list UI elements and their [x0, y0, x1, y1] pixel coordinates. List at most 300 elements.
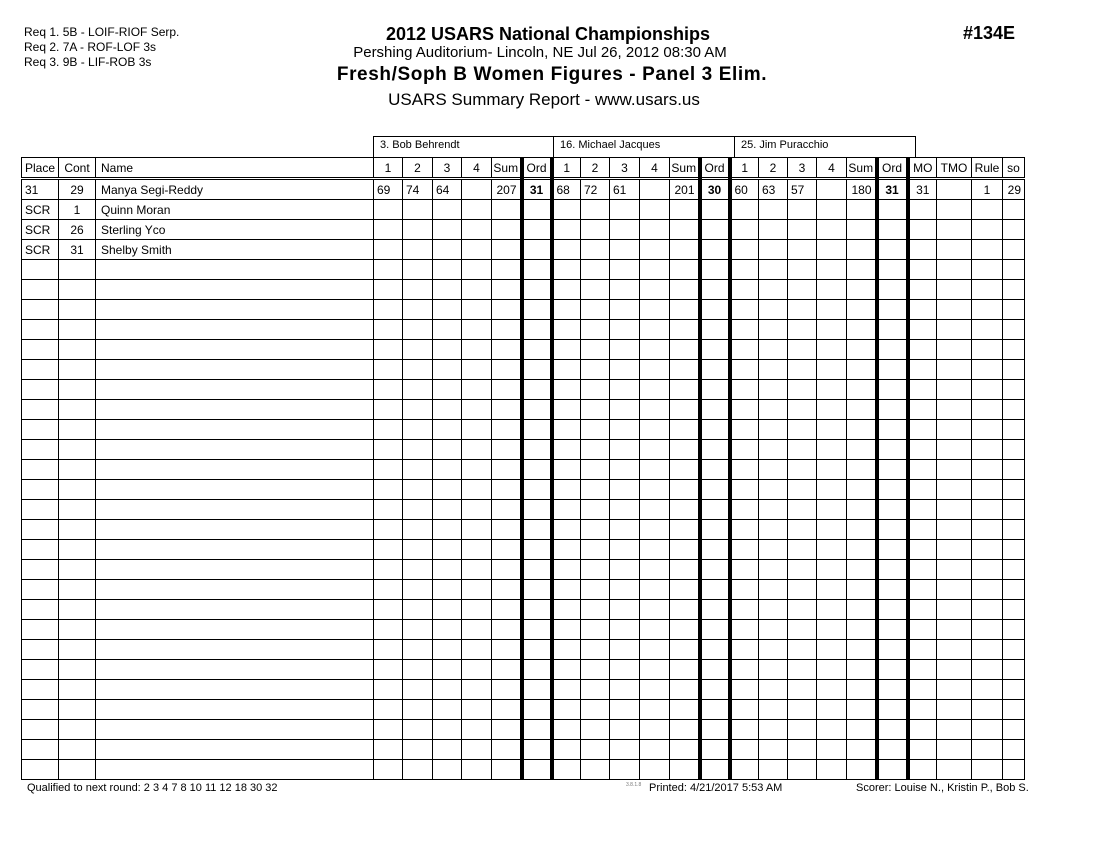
j2-fig3-score [610, 420, 640, 440]
j1-fig3-score [433, 520, 462, 540]
table-row [22, 660, 1025, 680]
j2-fig2-score [581, 420, 610, 440]
championship-title: 2012 USARS National Championships [385, 24, 711, 44]
j1-fig3-score [433, 480, 462, 500]
j3-fig2-score [759, 680, 788, 700]
j1-sum [492, 300, 522, 320]
contestant-number-cell [59, 360, 96, 380]
mo-cell [908, 520, 937, 540]
j3-ordinal [877, 360, 908, 380]
judge-header-1: 3. Bob Behrendt [373, 136, 554, 157]
tmo-cell [937, 440, 972, 460]
j3-fig3-score [788, 360, 817, 380]
j3-sum [847, 220, 877, 240]
contestant-number-cell [59, 680, 96, 700]
j1-ordinal [522, 600, 552, 620]
j3-sum [847, 640, 877, 660]
so-cell [1003, 520, 1025, 540]
j1-fig2-score [403, 440, 433, 460]
col-j2-fig1: 1 [552, 158, 581, 179]
j1-fig3-score: 64 [433, 179, 462, 200]
j1-fig2-score [403, 720, 433, 740]
so-cell [1003, 760, 1025, 780]
j3-fig3-score [788, 440, 817, 460]
j1-fig3-score [433, 360, 462, 380]
contestant-number-cell: 26 [59, 220, 96, 240]
so-cell [1003, 640, 1025, 660]
j1-ordinal [522, 760, 552, 780]
j3-fig4-score [817, 660, 847, 680]
so-cell [1003, 220, 1025, 240]
j1-fig2-score: 74 [403, 179, 433, 200]
j3-fig4-score [817, 240, 847, 260]
rule-cell [972, 460, 1003, 480]
j3-fig1-score [730, 320, 759, 340]
j1-sum [492, 500, 522, 520]
j1-fig1-score [374, 720, 403, 740]
table-row [22, 540, 1025, 560]
report-title: USARS Summary Report - www.usars.us [388, 90, 700, 109]
rule-cell [972, 680, 1003, 700]
j2-fig2-score [581, 580, 610, 600]
skater-name-cell [96, 340, 374, 360]
j3-fig4-score [817, 640, 847, 660]
j3-fig3-score [788, 680, 817, 700]
j3-fig2-score [759, 560, 788, 580]
tmo-cell [937, 520, 972, 540]
place-cell: SCR [22, 240, 59, 260]
j2-fig1-score [552, 500, 581, 520]
j3-fig3-score [788, 260, 817, 280]
j2-fig2-score [581, 320, 610, 340]
tmo-cell [937, 280, 972, 300]
j3-ordinal [877, 640, 908, 660]
j2-fig1-score [552, 420, 581, 440]
contestant-number-cell [59, 700, 96, 720]
j2-fig3-score [610, 500, 640, 520]
mo-cell [908, 480, 937, 500]
rule-cell [972, 660, 1003, 680]
place-cell: 31 [22, 179, 59, 200]
j3-sum [847, 580, 877, 600]
j1-sum [492, 480, 522, 500]
j3-fig1-score: 60 [730, 179, 759, 200]
j3-sum [847, 320, 877, 340]
j1-fig3-score [433, 400, 462, 420]
j2-fig1-score [552, 440, 581, 460]
mo-cell [908, 200, 937, 220]
j1-ordinal [522, 740, 552, 760]
j1-sum [492, 560, 522, 580]
j1-fig1-score [374, 640, 403, 660]
j3-fig1-score [730, 220, 759, 240]
mo-cell [908, 500, 937, 520]
j2-sum [670, 660, 700, 680]
contestant-number-cell: 29 [59, 179, 96, 200]
contestant-number-cell: 1 [59, 200, 96, 220]
tmo-cell [937, 320, 972, 340]
j2-fig2-score [581, 640, 610, 660]
j1-sum [492, 600, 522, 620]
j2-fig2-score [581, 600, 610, 620]
j2-fig4-score [640, 520, 670, 540]
j2-fig3-score [610, 580, 640, 600]
rule-cell [972, 360, 1003, 380]
j3-fig1-score [730, 580, 759, 600]
j1-fig4-score [462, 280, 492, 300]
j2-fig3-score [610, 320, 640, 340]
j2-fig4-score [640, 420, 670, 440]
j3-ordinal [877, 520, 908, 540]
j1-sum [492, 520, 522, 540]
place-cell [22, 260, 59, 280]
j1-fig4-score [462, 340, 492, 360]
mo-cell [908, 720, 937, 740]
j3-sum [847, 340, 877, 360]
j2-sum [670, 460, 700, 480]
skater-name-cell [96, 480, 374, 500]
j2-fig4-score [640, 179, 670, 200]
skater-name-cell [96, 760, 374, 780]
j3-ordinal [877, 200, 908, 220]
table-row [22, 179, 1025, 200]
j1-fig2-score [403, 600, 433, 620]
j2-sum [670, 240, 700, 260]
j2-fig3-score [610, 460, 640, 480]
so-cell [1003, 620, 1025, 640]
contestant-number-cell [59, 260, 96, 280]
col-cont: Cont [59, 158, 96, 179]
j2-fig3-score [610, 560, 640, 580]
j1-fig3-score [433, 340, 462, 360]
tmo-cell [937, 600, 972, 620]
header-row [22, 158, 1025, 179]
j3-fig3-score [788, 640, 817, 660]
j2-ordinal [700, 620, 730, 640]
j3-fig2-score [759, 540, 788, 560]
j2-fig4-score [640, 680, 670, 700]
j2-fig2-score [581, 300, 610, 320]
so-cell [1003, 720, 1025, 740]
j3-fig1-score [730, 680, 759, 700]
j2-fig4-score [640, 400, 670, 420]
j3-ordinal [877, 400, 908, 420]
j1-ordinal [522, 280, 552, 300]
j2-ordinal [700, 760, 730, 780]
rule-cell [972, 260, 1003, 280]
j1-ordinal [522, 340, 552, 360]
contestant-number-cell [59, 500, 96, 520]
rule-cell [972, 300, 1003, 320]
j1-fig4-score [462, 600, 492, 620]
place-cell: SCR [22, 220, 59, 240]
so-cell [1003, 580, 1025, 600]
j1-fig4-score [462, 520, 492, 540]
j3-ordinal [877, 540, 908, 560]
mo-cell: 31 [908, 179, 937, 200]
j1-fig4-score [462, 760, 492, 780]
j1-fig4-score [462, 560, 492, 580]
j3-fig3-score [788, 500, 817, 520]
rule-cell [972, 640, 1003, 660]
table-row [22, 480, 1025, 500]
j1-sum [492, 380, 522, 400]
contestant-number-cell [59, 580, 96, 600]
j1-fig4-score [462, 500, 492, 520]
skater-name-cell: Shelby Smith [96, 240, 374, 260]
j1-fig1-score [374, 460, 403, 480]
j2-fig1-score [552, 660, 581, 680]
rule-cell [972, 380, 1003, 400]
j3-fig3-score [788, 520, 817, 540]
j3-sum [847, 300, 877, 320]
j2-sum [670, 380, 700, 400]
j2-fig1-score [552, 720, 581, 740]
j2-fig1-score [552, 640, 581, 660]
j2-fig2-score [581, 760, 610, 780]
j3-fig1-score [730, 600, 759, 620]
j3-fig3-score [788, 280, 817, 300]
table-row [22, 360, 1025, 380]
j2-fig2-score [581, 500, 610, 520]
j2-fig2-score [581, 460, 610, 480]
j1-fig2-score [403, 280, 433, 300]
contestant-number-cell [59, 300, 96, 320]
j2-fig2-score [581, 440, 610, 460]
j3-fig3-score [788, 420, 817, 440]
j1-fig2-score [403, 420, 433, 440]
j3-fig4-score [817, 720, 847, 740]
j3-fig4-score [817, 500, 847, 520]
j3-fig2-score [759, 760, 788, 780]
j3-fig2-score [759, 200, 788, 220]
table-row [22, 560, 1025, 580]
j1-fig4-score [462, 320, 492, 340]
table-row [22, 720, 1025, 740]
j3-fig1-score [730, 420, 759, 440]
j1-fig4-score [462, 460, 492, 480]
j2-ordinal [700, 400, 730, 420]
j3-fig1-score [730, 740, 759, 760]
j1-fig2-score [403, 500, 433, 520]
col-j3-fig4: 4 [817, 158, 847, 179]
col-j3-fig2: 2 [759, 158, 788, 179]
j3-ordinal [877, 660, 908, 680]
j3-ordinal [877, 500, 908, 520]
j2-ordinal [700, 640, 730, 660]
place-cell [22, 540, 59, 560]
tmo-cell [937, 560, 972, 580]
mo-cell [908, 460, 937, 480]
mo-cell [908, 740, 937, 760]
skater-name-cell [96, 460, 374, 480]
tmo-cell [937, 660, 972, 680]
j3-fig3-score [788, 340, 817, 360]
place-cell [22, 300, 59, 320]
mo-cell [908, 660, 937, 680]
rule-cell [972, 480, 1003, 500]
j2-fig2-score [581, 660, 610, 680]
mo-cell [908, 400, 937, 420]
j2-fig2-score [581, 620, 610, 640]
tmo-cell [937, 640, 972, 660]
col-j1-sum: Sum [492, 158, 522, 179]
j2-fig3-score [610, 660, 640, 680]
j3-sum [847, 480, 877, 500]
table-row [22, 240, 1025, 260]
j1-ordinal [522, 440, 552, 460]
j1-fig4-score [462, 680, 492, 700]
mo-cell [908, 620, 937, 640]
j3-sum [847, 600, 877, 620]
j2-fig1-score [552, 360, 581, 380]
j1-fig3-score [433, 280, 462, 300]
j2-ordinal [700, 460, 730, 480]
j1-ordinal [522, 520, 552, 540]
place-cell [22, 520, 59, 540]
tmo-cell [937, 220, 972, 240]
j3-fig2-score [759, 320, 788, 340]
col-j1-fig3: 3 [433, 158, 462, 179]
rule-cell [972, 240, 1003, 260]
j2-fig2-score [581, 260, 610, 280]
so-cell [1003, 680, 1025, 700]
j3-fig4-score [817, 540, 847, 560]
j1-fig2-score [403, 480, 433, 500]
j3-sum [847, 440, 877, 460]
so-cell [1003, 480, 1025, 500]
place-cell [22, 680, 59, 700]
j2-sum [670, 340, 700, 360]
j2-fig3-score [610, 600, 640, 620]
tmo-cell [937, 500, 972, 520]
requirement-3: Req 3. 9B - LIF-ROB 3s [24, 55, 152, 69]
j2-fig3-score [610, 680, 640, 700]
rule-cell [972, 400, 1003, 420]
version-label: 3.8.1.8 [626, 782, 642, 788]
col-place: Place [22, 158, 59, 179]
col-j3-fig3: 3 [788, 158, 817, 179]
mo-cell [908, 280, 937, 300]
j3-fig2-score [759, 740, 788, 760]
j2-fig3-score [610, 340, 640, 360]
j2-fig1-score [552, 240, 581, 260]
j1-fig3-score [433, 760, 462, 780]
skater-name-cell [96, 360, 374, 380]
tmo-cell [937, 720, 972, 740]
j2-fig4-score [640, 580, 670, 600]
j3-fig1-score [730, 360, 759, 380]
so-cell [1003, 540, 1025, 560]
j1-fig2-score [403, 360, 433, 380]
j2-fig2-score [581, 240, 610, 260]
so-cell [1003, 560, 1025, 580]
so-cell [1003, 660, 1025, 680]
j3-ordinal [877, 580, 908, 600]
skater-name-cell: Manya Segi-Reddy [96, 179, 374, 200]
j3-fig1-score [730, 620, 759, 640]
results-table [21, 157, 1025, 780]
j2-sum [670, 720, 700, 740]
j1-ordinal [522, 700, 552, 720]
j2-sum [670, 280, 700, 300]
j1-ordinal [522, 420, 552, 440]
j3-fig3-score [788, 480, 817, 500]
skater-name-cell [96, 660, 374, 680]
j2-fig1-score [552, 580, 581, 600]
j3-fig1-score [730, 260, 759, 280]
j3-fig1-score [730, 660, 759, 680]
j1-fig4-score [462, 540, 492, 560]
j3-ordinal [877, 340, 908, 360]
j1-fig3-score [433, 700, 462, 720]
skater-name-cell [96, 380, 374, 400]
j2-fig3-score [610, 540, 640, 560]
j1-fig1-score [374, 760, 403, 780]
tmo-cell [937, 300, 972, 320]
j1-ordinal [522, 400, 552, 420]
table-row [22, 220, 1025, 240]
j1-fig2-score [403, 640, 433, 660]
j1-ordinal [522, 200, 552, 220]
j3-fig4-score [817, 420, 847, 440]
so-cell [1003, 460, 1025, 480]
j3-fig1-score [730, 380, 759, 400]
j1-fig1-score [374, 420, 403, 440]
place-cell [22, 720, 59, 740]
so-cell [1003, 600, 1025, 620]
j2-fig2-score [581, 680, 610, 700]
j1-fig2-score [403, 320, 433, 340]
j1-fig2-score [403, 620, 433, 640]
j3-sum [847, 720, 877, 740]
so-cell [1003, 260, 1025, 280]
j3-ordinal [877, 440, 908, 460]
j2-fig4-score [640, 500, 670, 520]
j3-fig2-score: 63 [759, 179, 788, 200]
j2-sum [670, 220, 700, 240]
j1-fig3-score [433, 320, 462, 340]
skater-name-cell [96, 700, 374, 720]
rule-cell [972, 600, 1003, 620]
place-cell [22, 560, 59, 580]
j1-sum [492, 260, 522, 280]
j2-fig3-score [610, 200, 640, 220]
j2-sum [670, 360, 700, 380]
table-row [22, 400, 1025, 420]
j1-sum [492, 320, 522, 340]
j1-fig1-score [374, 660, 403, 680]
skater-name-cell [96, 680, 374, 700]
j2-fig2-score [581, 360, 610, 380]
j2-fig4-score [640, 440, 670, 460]
tmo-cell [937, 360, 972, 380]
j2-fig1-score [552, 600, 581, 620]
skater-name-cell [96, 740, 374, 760]
col-rule: Rule [972, 158, 1003, 179]
j1-sum [492, 700, 522, 720]
skater-name-cell [96, 260, 374, 280]
mo-cell [908, 320, 937, 340]
requirement-1: Req 1. 5B - LOIF-RIOF Serp. [24, 25, 180, 39]
table-row [22, 620, 1025, 640]
rule-cell [972, 700, 1003, 720]
j3-fig4-score [817, 760, 847, 780]
j2-sum [670, 420, 700, 440]
j1-fig4-score [462, 440, 492, 460]
tmo-cell [937, 460, 972, 480]
contestant-number-cell [59, 440, 96, 460]
